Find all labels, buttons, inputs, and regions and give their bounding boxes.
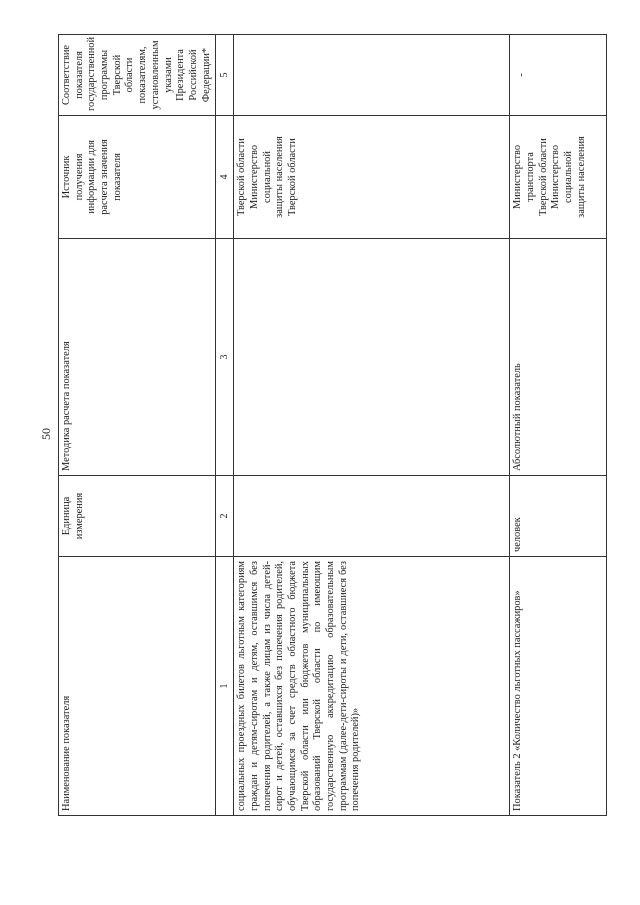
header-unit: Единица измерения	[59, 476, 216, 557]
rotated-page-content	[58, 35, 587, 816]
row-unit: человек	[510, 476, 607, 557]
table-header-row	[59, 35, 216, 816]
row-source: Тверской области Министерство социальной защиты населения Тверской области	[234, 116, 510, 239]
row-compliance: -	[510, 35, 607, 116]
row-method	[234, 239, 510, 476]
header-source: Источник получения информации для расчета значения показателя	[59, 116, 216, 239]
column-number: 5	[216, 35, 234, 116]
row-unit	[234, 476, 510, 557]
indicators-table	[58, 34, 607, 816]
header-compliance: Соответствие показателя государственной программы Тверской области показателям, установленным указами Президента Российской Федерации*	[59, 35, 216, 116]
header-indicator-name: Наименование показателя	[59, 557, 216, 816]
column-number: 1	[216, 557, 234, 816]
column-number-row	[216, 35, 234, 816]
table-row	[234, 35, 510, 816]
row-method: Абсолютный показатель	[510, 239, 607, 476]
column-number: 2	[216, 476, 234, 557]
table-row	[510, 35, 607, 816]
row-indicator-name: социальных проездных билетов льготным категориям граждан и детям-сиротам и детям, оставшимся без попечения родителей, а также лицам из числа детей-сирот и детей, оставшихся без попечения родителей, обучающимся за счет средств областного бюджета Тверской области или бюджетов муниципальных образований Тверской области по имеющим государственную аккредитацию образовательным программам (далее-дети-сироты и дети, оставшиеся без попечения родителей)»	[234, 557, 510, 816]
column-number: 3	[216, 239, 234, 476]
row-compliance	[234, 35, 510, 116]
row-source: Министерство транспорта Тверской области Министерство социальной защиты населения	[510, 116, 607, 239]
column-number: 4	[216, 116, 234, 239]
header-method: Методика расчета показателя	[59, 239, 216, 476]
page-number: 50	[39, 428, 53, 440]
row-indicator-name: Показатель 2 «Количество льготных пассажиров»	[510, 557, 607, 816]
